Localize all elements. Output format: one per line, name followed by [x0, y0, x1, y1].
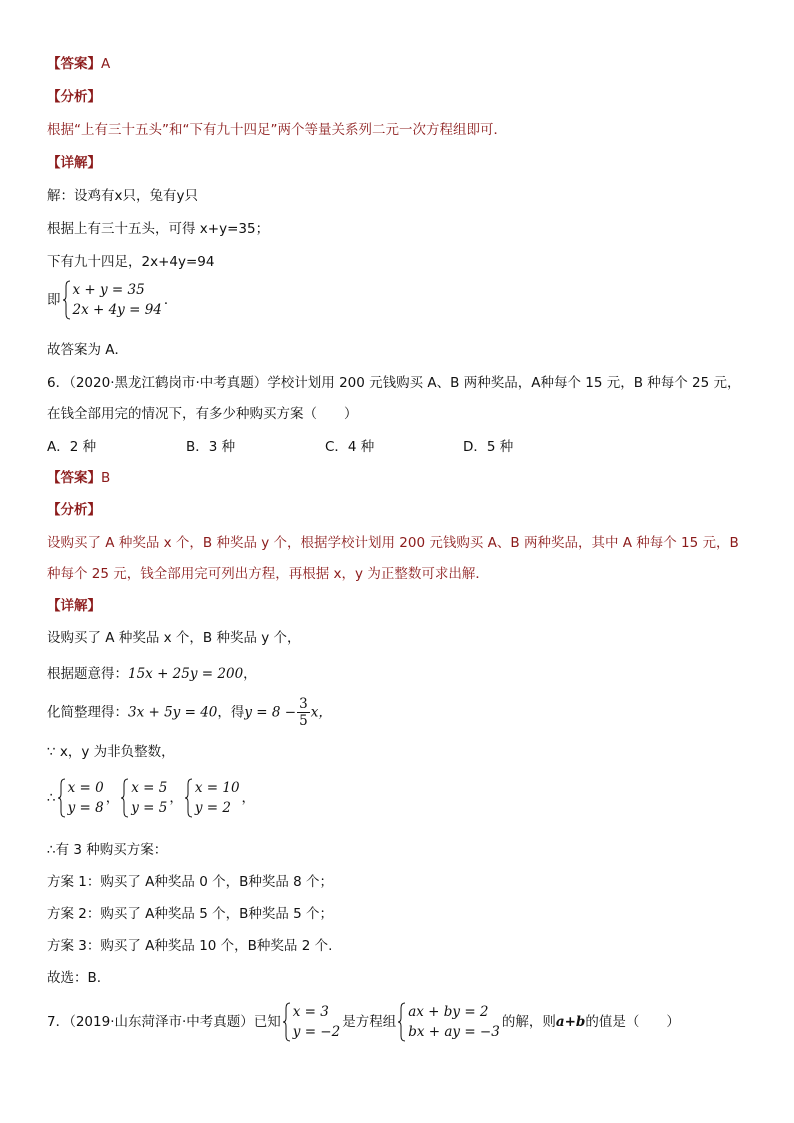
option-c: C．4 种	[325, 439, 375, 455]
fraction: $\frac{3}{5}$	[299, 696, 308, 729]
q6-analysis-tag: 【分析】	[47, 502, 101, 518]
q7-stem: 7．（2019·山东菏泽市·中考真题）已知 x = 3 y = −2 是方程组 ax + by = 2 bx + ay = −3 的解，则a+b的值是（ ）	[47, 1004, 680, 1040]
answer-value: A	[101, 56, 111, 72]
q5-step3: 下有九十四足，2x+4y=94	[47, 254, 215, 270]
q6-options	[47, 437, 747, 457]
system-row-1: x + y = 35	[72, 282, 145, 298]
q5-step1: 解：设鸡有x只，兔有y只	[47, 188, 198, 204]
q5-conclusion: 故答案为 A．	[47, 342, 129, 358]
brace-icon	[63, 280, 71, 320]
q5-answer-line	[47, 54, 110, 74]
answer-value: B	[101, 470, 111, 486]
q5-step2: 根据上有三十五头，可得 x+y=35；	[47, 221, 270, 237]
equation-system: ax + by = 2 bx + ay = −3	[398, 1002, 500, 1042]
q6-stem-line2: 在钱全部用完的情况下，有多少种购买方案（ ）	[47, 406, 358, 422]
answer-tag: 【答案】	[47, 470, 101, 486]
equation: 15x + 25y = 200	[128, 666, 244, 682]
system-row-2: 2x + 4y = 94	[72, 302, 162, 318]
q5-equation-system: 即 x + y = 35 2x + 4y = 94 ．	[47, 282, 178, 318]
equation-system	[63, 280, 162, 320]
option-a: A．2 种	[47, 439, 97, 455]
solution-1: x = 0 y = 8	[58, 778, 104, 818]
q6-plan1: 方案 1：购买了 A种奖品 0 个，B种奖品 8 个；	[47, 874, 334, 890]
option-b: B．3 种	[186, 439, 236, 455]
expression: a+b	[555, 1014, 586, 1030]
q6-step1: 设购买了 A 种奖品 x 个，B 种奖品 y 个，	[47, 630, 301, 646]
solution-3: x = 10 y = 2	[185, 778, 240, 818]
q6-analysis-line1: 设购买了 A 种奖品 x 个，B 种奖品 y 个，根据学校计划用 200 元钱购买 A、B 两种奖品，其中 A 种每个 15 元，B	[47, 535, 739, 551]
q6-answer-line	[47, 468, 110, 488]
q6-conclusion: 故选：B.	[47, 970, 102, 986]
equation: 3x + 5y = 40	[128, 704, 218, 721]
q6-analysis-line2: 种每个 25 元，钱全部用完可列出方程，再根据 x，y 为正整数可求出解．	[47, 566, 489, 582]
q6-plan3: 方案 3：购买了 A种奖品 10 个，B种奖品 2 个.	[47, 938, 333, 954]
option-d: D．5 种	[463, 439, 514, 455]
q5-analysis-text: 根据“上有三十五头”和“下有九十四足”两个等量关系列二元一次方程组即可．	[47, 122, 507, 138]
brace-icon	[58, 778, 66, 818]
brace-icon	[283, 1002, 291, 1042]
q6-step2: 根据题意得：15x + 25y = 200，	[47, 666, 257, 682]
q5-detail-tag: 【详解】	[47, 155, 101, 171]
q6-stem-line1: 6．（2020·黑龙江鹤岗市·中考真题）学校计划用 200 元钱购买 A、B 两种奖品，A种每个 15 元，B 种每个 25 元，	[47, 375, 741, 391]
given-solution: x = 3 y = −2	[283, 1002, 340, 1042]
brace-icon	[185, 778, 193, 818]
brace-icon	[398, 1002, 406, 1042]
answer-tag: 【答案】	[47, 56, 101, 72]
q5-analysis-tag: 【分析】	[47, 89, 101, 105]
q6-step4: ∵ x，y 为非负整数，	[47, 744, 175, 760]
q6-solutions: ∴ x = 0 y = 8 ， x = 5 y = 5 ， x = 10 y = 2 ，	[47, 780, 256, 816]
solution-2: x = 5 y = 5	[121, 778, 167, 818]
q6-step3: 化简整理得：3x + 5y = 40，得y = 8 − $\frac{3}{5}$ x，	[47, 696, 332, 729]
brace-icon	[121, 778, 129, 818]
q6-detail-tag: 【详解】	[47, 598, 101, 614]
q6-plan2: 方案 2：购买了 A种奖品 5 个，B种奖品 5 个；	[47, 906, 334, 922]
q6-step5: ∴有 3 种购买方案：	[47, 842, 168, 858]
